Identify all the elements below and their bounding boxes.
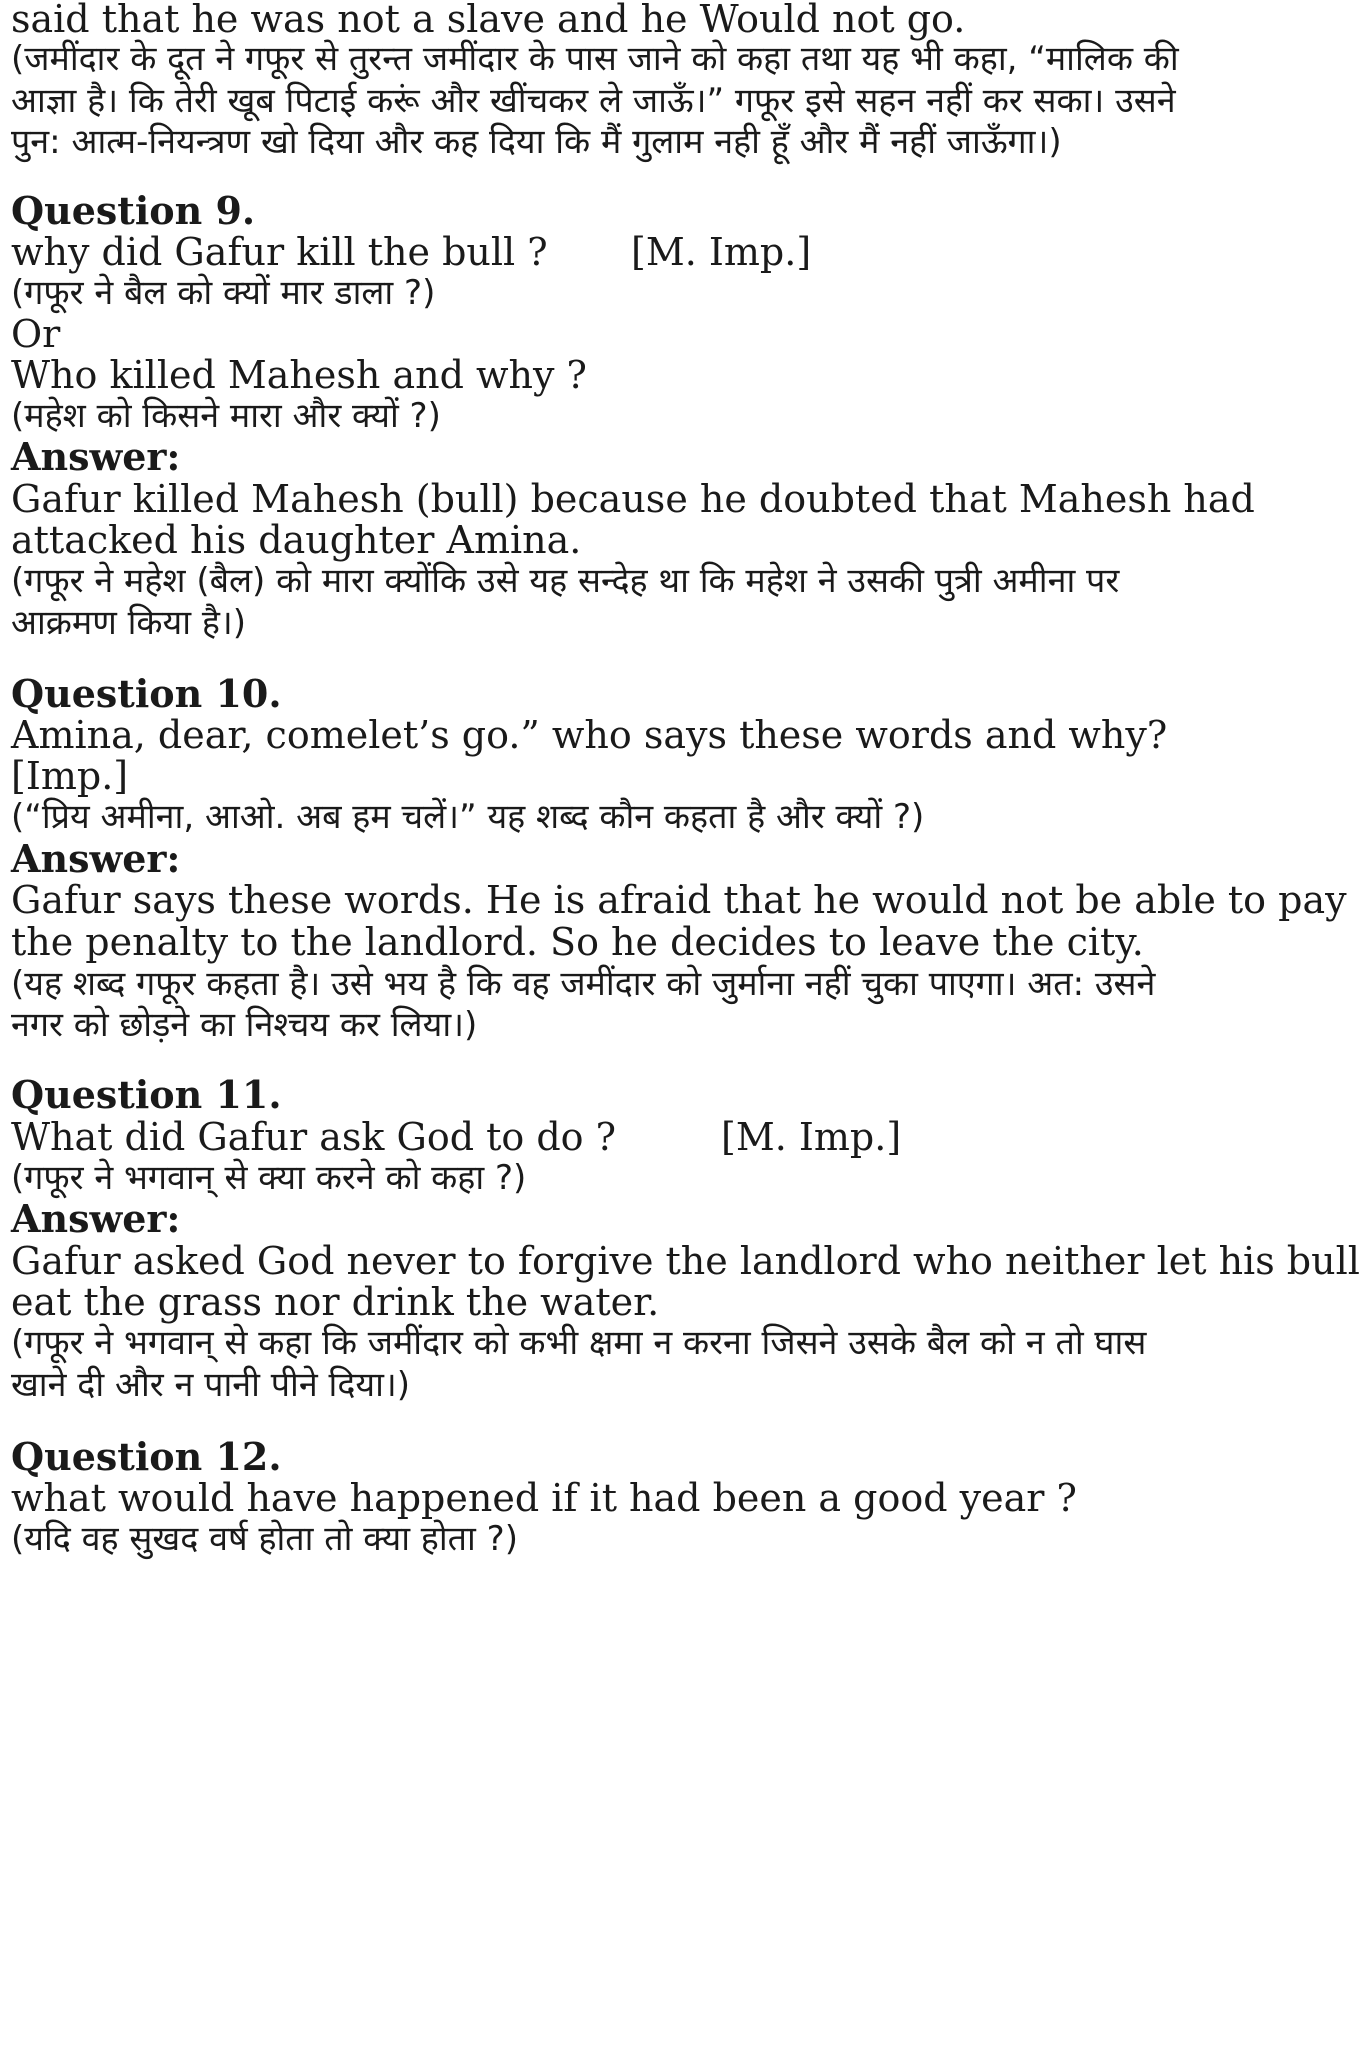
question-11-hindi: (गफूर ने भगवान् से क्या करने को कहा ?) [11,1158,527,1198]
intro-hindi-line-2: आज्ञा है। कि तेरी खूब पिटाई करूं और खींचकर ले जाऊँ।” गफूर इसे सहन नहीं कर सका। उसने [11,81,1176,121]
question-10-question: Amina, dear, comelet’s go.” who says these words and why? [11,713,1168,757]
question-10-answer-hindi-1: (यह शब्द गफूर कहता है। उसे भय है कि वह जमींदार को जुर्माना नहीं चुका पाएगा। अत: उसने [11,964,1156,1004]
question-11-question: What did Gafur ask God to do ? [11,1115,616,1159]
question-10-hindi: (“प्रिय अमीना, आओ. अब हम चलें।” यह शब्द कौन कहता है और क्यों ?) [11,797,925,837]
question-11-tag: [M. Imp.] [721,1115,902,1159]
question-9-tag: [M. Imp.] [631,230,812,274]
intro-hindi-line-3: पुन: आत्म-नियन्त्रण खो दिया और कह दिया कि मैं गुलाम नही हूँ और मैं नहीं जाऊँगा।) [11,122,1062,162]
question-11-answer-line-1: Gafur asked God never to forgive the landlord who neither let his bull [11,1239,1360,1283]
question-9-question: why did Gafur kill the bull ? [11,230,548,274]
question-9-alt-hindi: (महेश को किसने मारा और क्यों ?) [11,396,441,436]
question-10-answer-label: Answer: [11,836,181,881]
question-9-alt-question: Who killed Mahesh and why ? [11,353,587,397]
question-11-answer-line-2: eat the grass nor drink the water. [11,1280,660,1324]
question-10-answer-hindi-2: नगर को छोड़ने का निश्चय कर लिया।) [11,1005,478,1045]
question-12-question: what would have happened if it had been a good year ? [11,1476,1077,1520]
question-9-answer-label: Answer: [11,434,181,479]
question-12-heading: Question 12. [11,1434,282,1479]
question-9-heading: Question 9. [11,188,256,233]
question-10-answer-line-1: Gafur says these words. He is afraid that he would not be able to pay [11,878,1347,922]
question-9-answer-line-2: attacked his daughter Amina. [11,518,582,562]
question-9-or: Or [11,312,61,356]
question-12-hindi: (यदि वह सुखद वर्ष होता तो क्या होता ?) [11,1519,518,1559]
question-10-heading: Question 10. [11,671,282,716]
question-11-heading: Question 11. [11,1072,282,1117]
question-9-answer-hindi-2: आक्रमण किया है।) [11,603,247,643]
question-10-answer-line-2: the penalty to the landlord. So he decides to leave the city. [11,920,1144,964]
intro-hindi-line-1: (जमींदार के दूत ने गफूर से तुरन्त जमींदार के पास जाने को कहा तथा यह भी कहा, “मालिक की [11,39,1179,79]
intro-text: said that he was not a slave and he Would not go. [11,0,966,41]
question-11-answer-label: Answer: [11,1196,181,1241]
question-11-answer-hindi-1: (गफूर ने भगवान् से कहा कि जमींदार को कभी क्षमा न करना जिसने उसके बैल को न तो घास [11,1323,1147,1363]
question-10-tag: [Imp.] [11,754,129,798]
question-9-answer-hindi-1: (गफूर ने महेश (बैल) को मारा क्योंकि उसे यह सन्देह था कि महेश ने उसकी पुत्री अमीना पर [11,561,1120,601]
question-9-hindi: (गफूर ने बैल को क्यों मार डाला ?) [11,273,436,313]
question-11-answer-hindi-2: खाने दी और न पानी पीने दिया।) [11,1365,411,1405]
question-9-answer-line-1: Gafur killed Mahesh (bull) because he doubted that Mahesh had [11,477,1255,521]
